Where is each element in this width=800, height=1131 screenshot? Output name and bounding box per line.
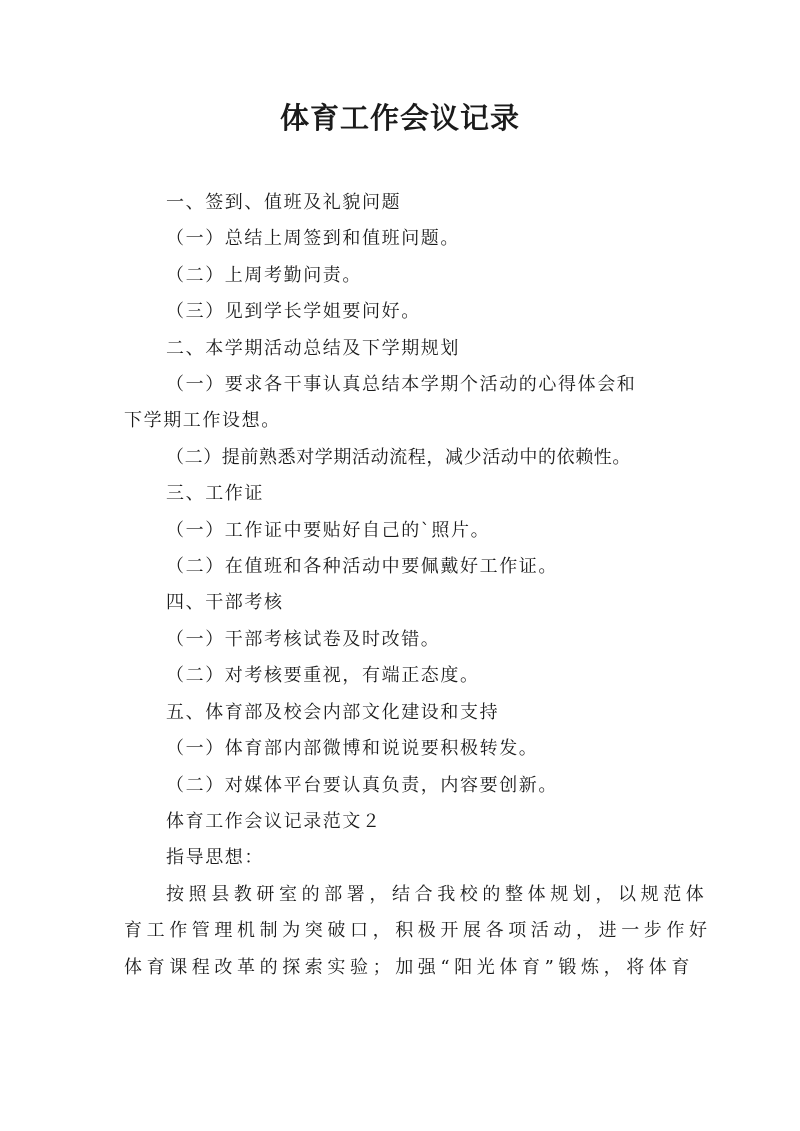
paragraph-line: （二）提前熟悉对学期活动流程，减少活动中的依赖性。 xyxy=(166,446,631,468)
section-heading-sample-2: 体育工作会议记录范文２ xyxy=(166,810,382,832)
paragraph-line: （二）对媒体平台要认真负责，内容要创新。 xyxy=(166,774,558,796)
document-body xyxy=(124,185,712,986)
section-heading-4: 四、干部考核 xyxy=(166,592,284,614)
paragraph-line: （二）在值班和各种活动中要佩戴好工作证。 xyxy=(166,556,558,578)
paragraph-line: （一）体育部内部微博和说说要积极转发。 xyxy=(166,738,539,760)
paragraph-line: （二）上周考勤问责。 xyxy=(166,264,362,286)
section-heading-3: 三、工作证 xyxy=(166,483,264,505)
section-heading-guiding-idea: 指导思想： xyxy=(166,847,264,869)
page-title: 体育工作会议记录 xyxy=(279,101,520,135)
paragraph-line: 下学期工作设想。 xyxy=(124,410,281,432)
paragraph-line: （二）对考核要重视，有端正态度。 xyxy=(166,665,480,687)
paragraph-line: （一）要求各干事认真总结本学期个活动的心得体会和 xyxy=(166,374,637,396)
section-heading-2: 二、本学期活动总结及下学期规划 xyxy=(166,337,460,359)
paragraph-line: 育工作管理机制为突破口，积极开展各项活动，进一步作好 xyxy=(124,920,712,942)
section-heading-5: 五、体育部及校会内部文化建设和支持 xyxy=(166,701,500,723)
paragraph-line: （一）总结上周签到和值班问题。 xyxy=(166,228,460,250)
section-heading-1: 一、签到、值班及礼貌问题 xyxy=(166,192,402,213)
paragraph-line: 按照县教研室的部署，结合我校的整体规划，以规范体 xyxy=(166,883,709,905)
paragraph-line: （三）见到学长学姐要问好。 xyxy=(166,301,421,323)
paragraph-line: 体育课程改革的探索实验；加强“阳光体育”锻炼，将体育 xyxy=(124,956,695,978)
paragraph-line: （一）干部考核试卷及时改错。 xyxy=(166,628,441,650)
paragraph-line: （一）工作证中要贴好自己的`照片。 xyxy=(166,519,491,541)
